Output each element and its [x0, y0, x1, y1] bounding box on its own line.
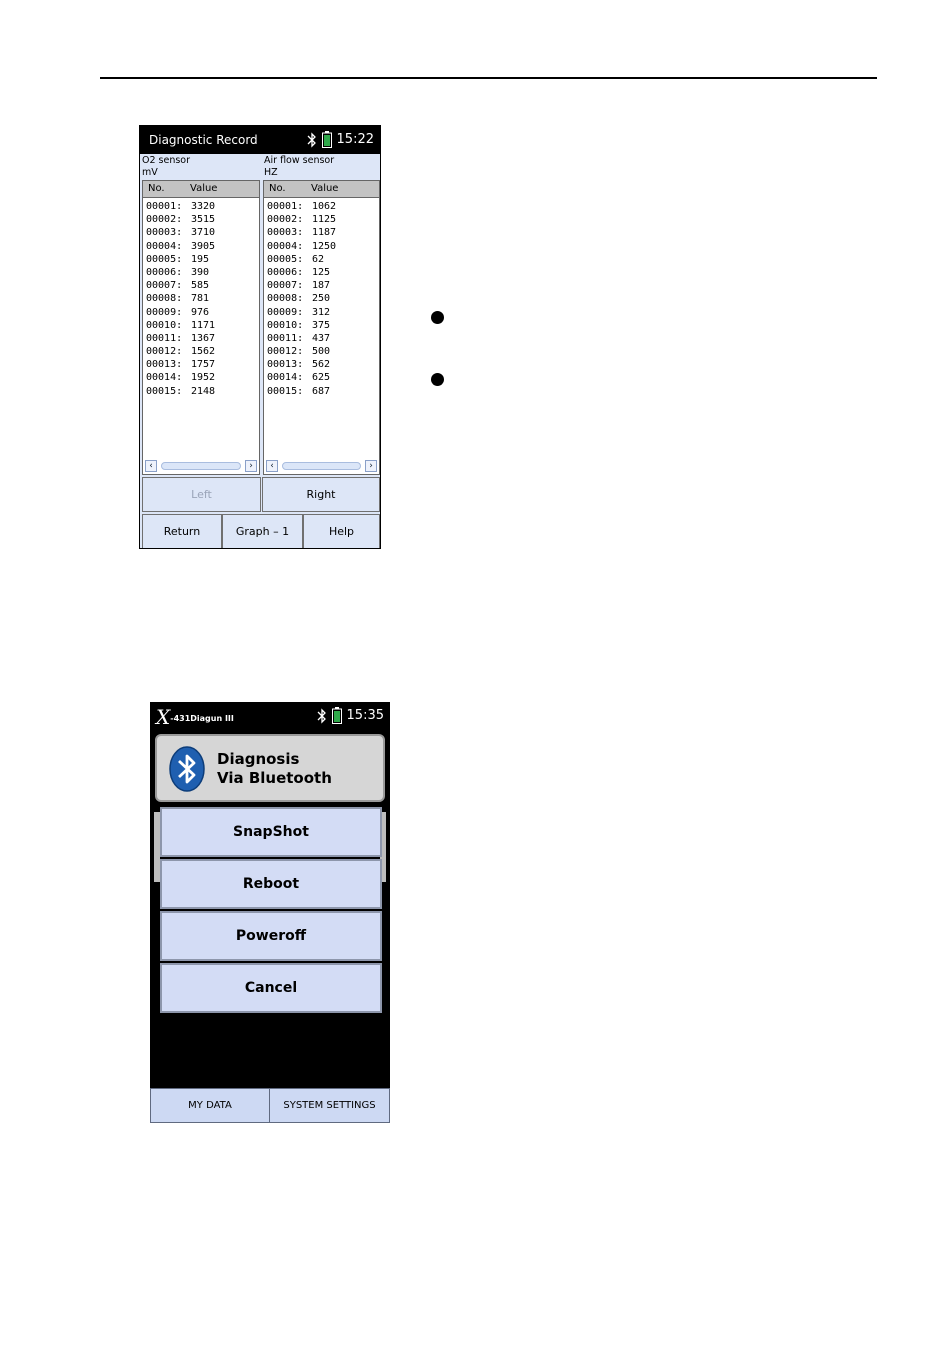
record-number: 00015:	[146, 385, 183, 397]
record-number: 00003:	[267, 227, 304, 239]
record-value: 1171	[191, 319, 216, 331]
record-value: 625	[312, 372, 331, 384]
record-value: 390	[191, 266, 210, 278]
record-number: 00001:	[267, 201, 304, 212]
status-clock: 15:22	[336, 132, 374, 147]
record-value: 1125	[312, 214, 337, 226]
record-value: 1062	[312, 201, 337, 212]
list-item[interactable]	[143, 253, 259, 266]
record-number: 00007:	[267, 280, 304, 292]
list-item[interactable]	[143, 240, 259, 253]
logo-model: -431Diagun III	[170, 714, 234, 723]
record-value: 687	[312, 385, 331, 397]
record-number: 00009:	[146, 306, 183, 318]
right-sensor-unit: HZ	[264, 167, 278, 178]
record-number: 00009:	[267, 306, 304, 318]
record-number: 00004:	[267, 240, 304, 252]
card-label	[217, 750, 332, 788]
cancel-button[interactable]: Cancel	[160, 963, 382, 1013]
record-number: 00008:	[267, 293, 304, 305]
right-hscrollbar[interactable]	[266, 460, 377, 472]
record-value: 1952	[191, 372, 216, 384]
bullet-dot-2	[431, 373, 444, 386]
record-number: 00013:	[146, 359, 183, 371]
bluetooth-icon	[307, 132, 317, 148]
list-item[interactable]	[264, 371, 379, 384]
tab-system-settings[interactable]: SYSTEM SETTINGS	[269, 1088, 390, 1123]
right-rows	[264, 198, 379, 398]
status-icons	[317, 707, 342, 728]
list-item[interactable]	[264, 332, 379, 345]
list-item[interactable]	[143, 213, 259, 226]
status-bar	[140, 126, 380, 154]
record-value: 2148	[191, 385, 216, 397]
card-line-2: Via Bluetooth	[217, 769, 332, 787]
left-sensor-name: O2 sensor	[142, 155, 191, 166]
poweroff-button[interactable]: Poweroff	[160, 911, 382, 961]
record-number: 00015:	[267, 385, 304, 397]
record-number: 00014:	[267, 372, 304, 384]
right-button[interactable]: Right	[262, 477, 380, 512]
record-number: 00006:	[267, 266, 304, 278]
page-top-rule	[100, 77, 877, 79]
scroll-right-arrow-icon[interactable]: ›	[245, 460, 257, 472]
list-item[interactable]	[264, 358, 379, 371]
list-item[interactable]	[264, 385, 379, 398]
bluetooth-badge-icon	[169, 746, 205, 792]
scroll-thumb[interactable]	[282, 462, 361, 470]
record-value: 3905	[191, 240, 216, 252]
record-number: 00014:	[146, 372, 183, 384]
record-value: 125	[312, 266, 331, 278]
screen-title: Diagnostic Record	[149, 133, 258, 147]
x431-logo	[156, 705, 234, 729]
left-col-value: Value	[190, 183, 218, 194]
record-number: 00008:	[146, 293, 183, 305]
list-item[interactable]	[264, 279, 379, 292]
record-number: 00004:	[146, 240, 183, 252]
record-number: 00002:	[146, 214, 183, 226]
record-number: 00012:	[146, 346, 183, 358]
right-list-header	[264, 181, 379, 198]
help-button[interactable]: Help	[303, 514, 380, 549]
diagnosis-via-bluetooth-card[interactable]	[155, 734, 385, 802]
right-col-no: No.	[269, 183, 286, 194]
left-sensor-header	[142, 155, 190, 179]
list-item[interactable]	[143, 385, 259, 398]
bluetooth-icon	[317, 708, 327, 724]
return-button[interactable]: Return	[142, 514, 222, 549]
right-col-value: Value	[311, 183, 339, 194]
record-value: 1250	[312, 240, 337, 252]
left-sensor-unit: mV	[142, 167, 158, 178]
left-hscrollbar[interactable]	[145, 460, 257, 472]
list-item[interactable]	[143, 200, 259, 213]
list-item[interactable]	[143, 371, 259, 384]
tab-my-data[interactable]: MY DATA	[150, 1088, 270, 1123]
record-number: 00013:	[267, 359, 304, 371]
record-value: 312	[312, 306, 331, 318]
record-number: 00011:	[146, 332, 183, 344]
graph-button[interactable]: Graph – 1	[222, 514, 303, 549]
logo-x: X	[156, 705, 171, 729]
record-value: 500	[312, 346, 331, 358]
battery-icon	[332, 707, 342, 724]
list-item[interactable]	[143, 319, 259, 332]
list-item[interactable]	[264, 240, 379, 253]
scroll-left-arrow-icon[interactable]: ‹	[266, 460, 278, 472]
record-number: 00010:	[146, 319, 183, 331]
list-item[interactable]	[264, 266, 379, 279]
record-value: 62	[312, 253, 325, 265]
record-value: 976	[191, 306, 210, 318]
right-sensor-name: Air flow sensor	[264, 155, 335, 166]
left-data-list[interactable]	[142, 180, 260, 475]
list-item[interactable]	[264, 226, 379, 239]
record-value: 250	[312, 293, 331, 305]
list-item[interactable]	[143, 226, 259, 239]
record-value: 562	[312, 359, 331, 371]
record-number: 00002:	[267, 214, 304, 226]
record-number: 00007:	[146, 280, 183, 292]
record-value: 781	[191, 293, 210, 305]
record-number: 00011:	[267, 332, 304, 344]
list-item[interactable]	[264, 292, 379, 305]
record-number: 00006:	[146, 266, 183, 278]
record-number: 00010:	[267, 319, 304, 331]
scroll-left-arrow-icon[interactable]: ‹	[145, 460, 157, 472]
record-value: 437	[312, 332, 331, 344]
record-value: 1187	[312, 227, 337, 239]
card-line-1: Diagnosis	[217, 750, 300, 768]
status-bar	[150, 702, 390, 730]
left-col-no: No.	[148, 183, 165, 194]
record-number: 00005:	[267, 253, 304, 265]
record-value: 375	[312, 319, 331, 331]
record-number: 00005:	[146, 253, 183, 265]
record-value: 3515	[191, 214, 216, 226]
x431-home-screen	[150, 702, 390, 1123]
record-value: 3320	[191, 201, 216, 212]
record-value: 195	[191, 253, 210, 265]
list-item[interactable]	[264, 200, 379, 213]
list-item[interactable]	[143, 292, 259, 305]
right-sensor-header	[264, 155, 334, 179]
list-item[interactable]	[264, 345, 379, 358]
left-list-header	[143, 181, 259, 198]
left-button[interactable]: Left	[142, 477, 261, 512]
record-value: 3710	[191, 227, 216, 239]
record-value: 187	[312, 280, 331, 292]
list-item[interactable]	[143, 279, 259, 292]
list-item[interactable]	[143, 332, 259, 345]
list-item[interactable]	[143, 306, 259, 319]
record-value: 1562	[191, 346, 216, 358]
list-item[interactable]	[143, 345, 259, 358]
list-item[interactable]	[143, 358, 259, 371]
record-value: 585	[191, 280, 210, 292]
battery-icon	[322, 131, 332, 148]
scroll-right-arrow-icon[interactable]: ›	[365, 460, 377, 472]
record-value: 1757	[191, 359, 216, 371]
record-value: 1367	[191, 332, 216, 344]
scroll-thumb[interactable]	[161, 462, 241, 470]
list-item[interactable]	[264, 306, 379, 319]
list-item[interactable]	[143, 266, 259, 279]
bullet-dot-1	[431, 311, 444, 324]
record-number: 00001:	[146, 201, 183, 212]
record-number: 00012:	[267, 346, 304, 358]
list-item[interactable]	[264, 253, 379, 266]
snapshot-button[interactable]: SnapShot	[160, 807, 382, 857]
diagnostic-record-screen	[139, 125, 381, 549]
left-rows	[143, 198, 259, 398]
right-data-list[interactable]	[263, 180, 380, 475]
list-item[interactable]	[264, 213, 379, 226]
record-number: 00003:	[146, 227, 183, 239]
status-icons	[307, 131, 332, 152]
status-clock: 15:35	[346, 708, 384, 723]
list-item[interactable]	[264, 319, 379, 332]
reboot-button[interactable]: Reboot	[160, 859, 382, 909]
